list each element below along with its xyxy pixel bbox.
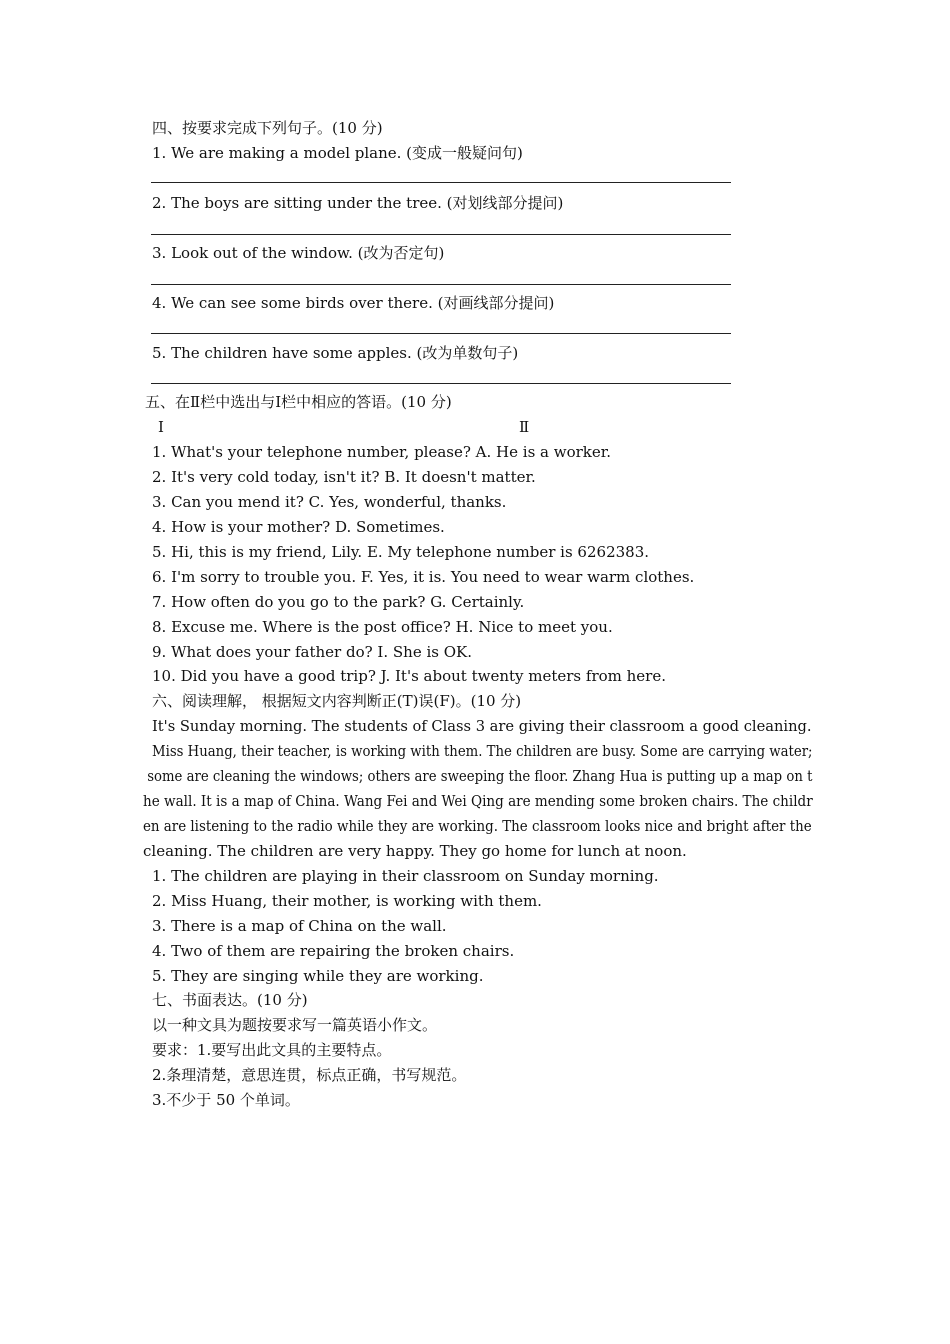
match-item: 6. I'm sorry to trouble you. F. Yes, it is. You need to wear warm clothes. — [152, 568, 695, 586]
section-4-item-1: 1. We are making a model plane. (变成一般疑问句) — [152, 144, 523, 162]
writing-task-line: 以一种文具为题按要求写一篇英语小作文。 — [152, 1016, 438, 1034]
answer-line-1 — [151, 182, 731, 183]
answer-line-4 — [151, 333, 731, 334]
passage-line: he wall. It is a map of China. Wang Fei and Wei Qing are mending some broken chairs. The childr — [143, 792, 813, 810]
section-7-heading: 七、书面表达。(10 分) — [152, 991, 308, 1009]
passage-line: some are cleaning the windows; others are sweeping the floor. Zhang Hua is putting up a map on t — [143, 767, 813, 785]
section-4-item-2: 2. The boys are sitting under the tree. (对划线部分提问) — [152, 194, 564, 212]
passage-line: cleaning. The children are very happy. They go home for lunch at noon. — [143, 842, 687, 860]
passage-line: en are listening to the radio while they are working. The classroom looks nice and bright after the — [143, 817, 812, 835]
match-item: 5. Hi, this is my friend, Lily. E. My telephone number is 6262383. — [152, 543, 650, 561]
match-item: 7. How often do you go to the park? G. Certainly. — [152, 593, 525, 611]
match-item: 3. Can you mend it? C. Yes, wonderful, thanks. — [152, 493, 507, 511]
match-item: 2. It's very cold today, isn't it? B. It doesn't matter. — [152, 468, 536, 486]
answer-line-2 — [151, 234, 731, 235]
true-false-item: 3. There is a map of China on the wall. — [152, 917, 447, 935]
match-item: 4. How is your mother? D. Sometimes. — [152, 518, 445, 536]
passage-line: Miss Huang, their teacher, is working with them. The children are busy. Some are carrying water; — [152, 742, 813, 760]
true-false-item: 5. They are singing while they are working. — [152, 967, 484, 985]
answer-line-5 — [151, 383, 731, 384]
match-item: 1. What's your telephone number, please? A. He is a worker. — [152, 443, 612, 461]
match-item: 8. Excuse me. Where is the post office? H. Nice to meet you. — [152, 618, 613, 636]
match-item: 10. Did you have a good trip? J. It's about twenty meters from here. — [152, 667, 666, 685]
section-4-item-5: 5. The children have some apples. (改为单数句子) — [152, 344, 519, 362]
true-false-item: 2. Miss Huang, their mother, is working with them. — [152, 892, 542, 910]
answer-line-3 — [151, 284, 731, 285]
section-4-item-3: 3. Look out of the window. (改为否定句) — [152, 244, 445, 262]
section-4-heading: 四、按要求完成下列句子。(10 分) — [152, 119, 383, 137]
section-6-heading: 六、阅读理解， 根据短文内容判断正(T)误(F)。(10 分) — [152, 692, 522, 710]
passage-line: It's Sunday morning. The students of Class 3 are giving their classroom a good cleaning. — [152, 717, 812, 735]
column-1-label: Ⅰ — [158, 418, 164, 436]
column-2-label: Ⅱ — [519, 418, 530, 436]
section-5-heading: 五、在Ⅱ栏中选出与Ⅰ栏中相应的答语。(10 分) — [145, 393, 452, 411]
true-false-item: 1. The children are playing in their classroom on Sunday morning. — [152, 867, 659, 885]
writing-requirement-line: 3.不少于 50 个单词。 — [152, 1091, 300, 1109]
section-4-item-4: 4. We can see some birds over there. (对画线部分提问) — [152, 294, 555, 312]
true-false-item: 4. Two of them are repairing the broken chairs. — [152, 942, 515, 960]
match-item: 9. What does your father do? I. She is OK. — [152, 643, 472, 661]
writing-requirement-line: 2.条理清楚，意思连贯，标点正确，书写规范。 — [152, 1066, 467, 1084]
writing-requirement-line: 要求：1.要写出此文具的主要特点。 — [152, 1041, 392, 1059]
